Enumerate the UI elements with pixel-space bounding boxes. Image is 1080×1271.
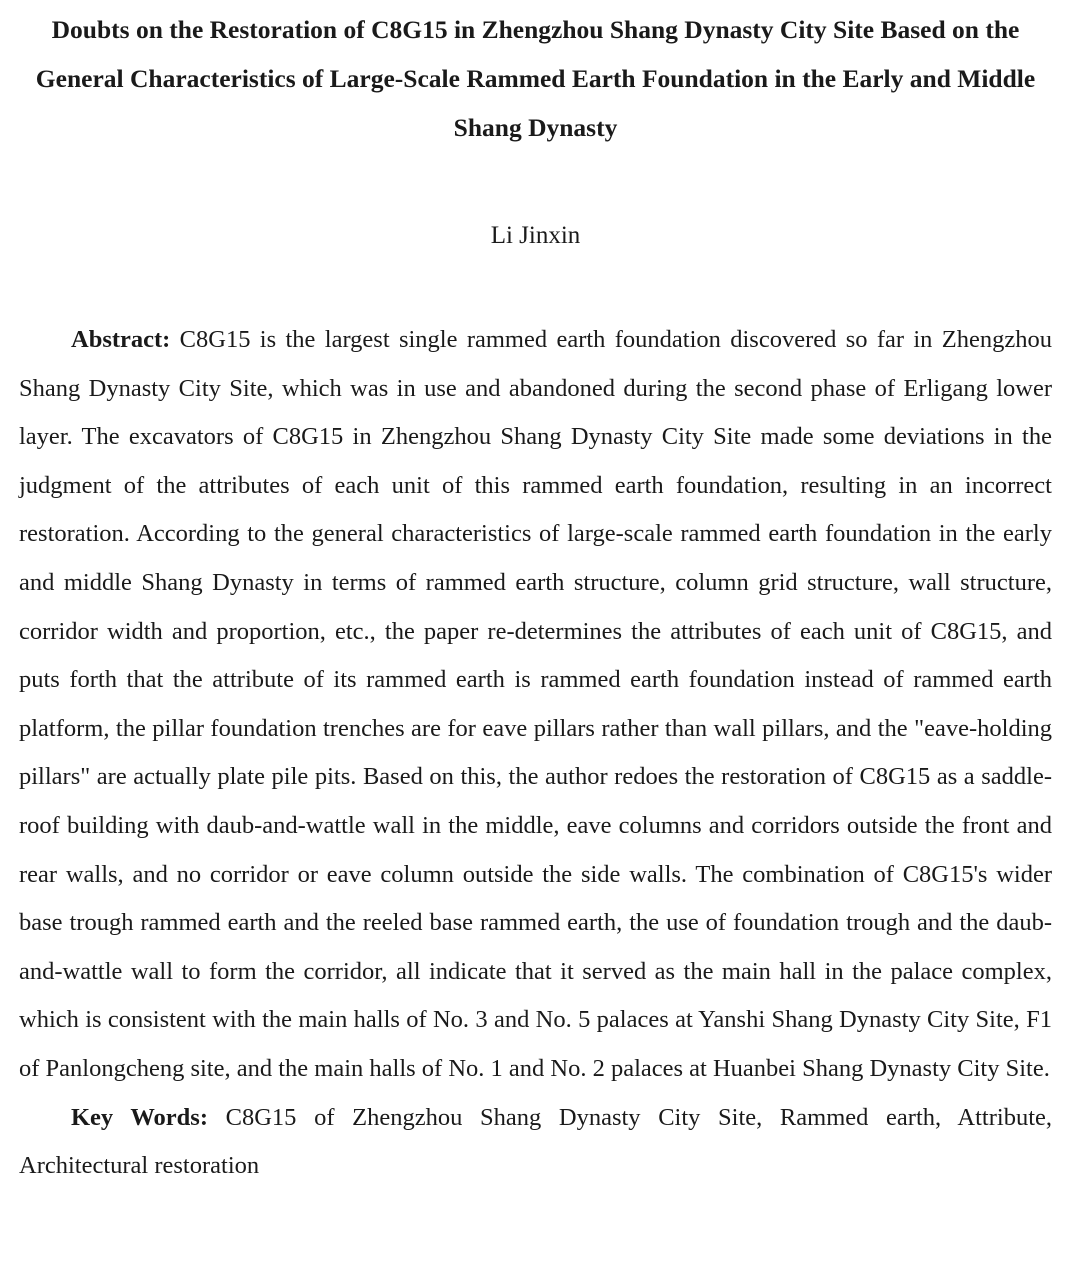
paper-title: Doubts on the Restoration of C8G15 in Zhengzhou Shang Dynasty City Site Based on the General Characteristics of Large-Scale Rammed Earth Foundation in the Early and Middle Shang Dynasty — [35, 15, 1036, 142]
keywords-paragraph — [19, 1094, 1052, 1191]
keywords-label: Key Words: — [71, 1103, 208, 1131]
abstract-text: C8G15 is the largest single rammed earth foundation discovered so far in Zhengzhou Shang Dynasty City Site, which was in use and abandoned during the second phase of Erligang lower layer. The excavators of C8G15 in Zhengzhou Shang Dynasty City Site made some deviations in the judgment of the attributes of each unit of this rammed earth foundation, resulting in an incorrect restoration. According to the general characteristics of large-scale rammed earth foundation in the early and middle Shang Dynasty in terms of rammed earth structure, column grid structure, wall structure, corridor width and proportion, etc., the paper re-determines the attributes of each unit of C8G15, and puts forth that the attribute of its rammed earth is rammed earth foundation instead of rammed earth platform, the pillar foundation trenches are for eave pillars rather than wall pillars, and the "eave-holding pillars" are actually plate pile pits. Based on this, the author redoes the restoration of C8G15 as a saddle-roof building with daub-and-wattle wall in the middle, eave columns and corridors outside the front and rear walls, and no corridor or eave column outside the side walls. The combination of C8G15's wider base trough rammed earth and the reeled base rammed earth, the use of foundation trough and the daub-and-wattle wall to form the corridor, all indicate that it served as the main hall in the palace complex, which is consistent with the main halls of No. 3 and No. 5 palaces at Yanshi Shang Dynasty City Site, F1 of Panlongcheng site, and the main halls of No. 1 and No. 2 palaces at Huanbei Shang Dynasty City Site. — [19, 326, 1052, 1082]
abstract-label: Abstract: — [71, 326, 171, 353]
abstract-paragraph — [19, 253, 1052, 1094]
keywords-text: C8G15 of Zhengzhou Shang Dynasty City Site, Rammed earth, Attribute, Architectural restoration — [19, 1103, 1052, 1180]
paper-author: Li Jinxin — [490, 222, 581, 249]
